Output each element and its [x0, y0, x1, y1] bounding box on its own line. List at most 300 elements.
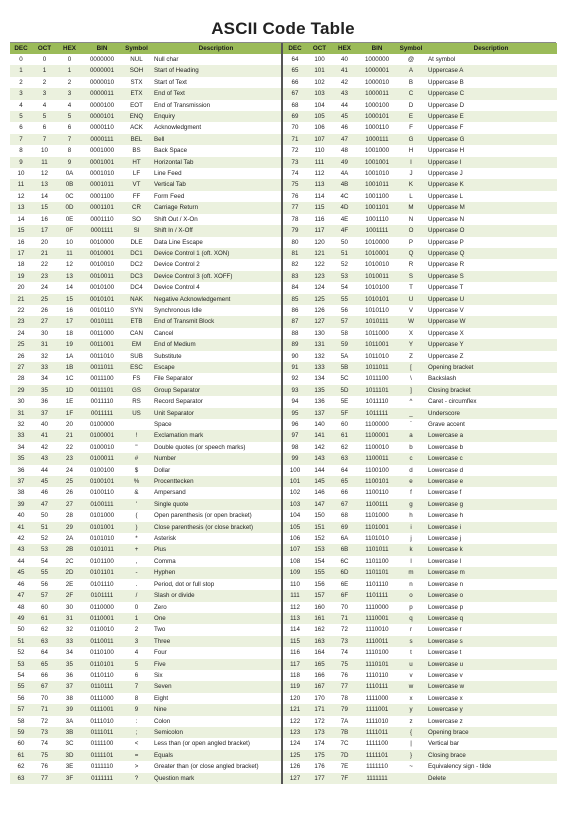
cell-dec: 13 — [10, 202, 32, 213]
cell-description: Form Feed — [151, 191, 282, 202]
cell-hex: 58 — [332, 328, 357, 339]
table-row — [10, 408, 282, 419]
cell-bin: 1010000 — [357, 237, 397, 248]
table-row — [10, 681, 282, 692]
cell-hex: 68 — [332, 510, 357, 521]
cell-description: Uppercase G — [425, 134, 557, 145]
cell-oct: 124 — [307, 282, 332, 293]
cell-oct: 111 — [307, 157, 332, 168]
cell-description: Device Control 4 — [151, 282, 282, 293]
table-row — [10, 237, 282, 248]
cell-description: Hyphen — [151, 567, 282, 578]
cell-oct: 172 — [307, 716, 332, 727]
cell-description: Lowercase v — [425, 670, 557, 681]
cell-dec: 76 — [283, 191, 307, 202]
cell-description: Start of Heading — [151, 65, 282, 76]
cell-bin: 1111010 — [357, 716, 397, 727]
cell-bin: 0111101 — [82, 750, 122, 761]
cell-bin: 0100110 — [82, 487, 122, 498]
cell-oct: 51 — [32, 522, 57, 533]
cell-symbol: W — [397, 316, 425, 327]
cell-oct: 26 — [32, 305, 57, 316]
cell-description: Uppercase V — [425, 305, 557, 316]
cell-hex: 77 — [332, 681, 357, 692]
cell-hex: 78 — [332, 693, 357, 704]
table-row — [283, 522, 557, 533]
cell-description: Lowercase p — [425, 602, 557, 613]
cell-dec: 35 — [10, 453, 32, 464]
cell-description: Shift Out / X-On — [151, 214, 282, 225]
cell-hex: 6A — [332, 533, 357, 544]
cell-dec: 108 — [283, 556, 307, 567]
cell-dec: 41 — [10, 522, 32, 533]
cell-hex: 26 — [57, 487, 82, 498]
cell-dec: 111 — [283, 590, 307, 601]
cell-dec: 67 — [283, 88, 307, 99]
cell-dec: 22 — [10, 305, 32, 316]
cell-bin: 1101101 — [357, 567, 397, 578]
cell-dec: 75 — [283, 179, 307, 190]
cell-oct: 143 — [307, 453, 332, 464]
cell-bin: 1111101 — [357, 750, 397, 761]
cell-description: Data Line Escape — [151, 237, 282, 248]
table-row — [10, 385, 282, 396]
table-row — [10, 351, 282, 362]
cell-bin: 1011101 — [357, 385, 397, 396]
cell-description: Zero — [151, 602, 282, 613]
cell-dec: 15 — [10, 225, 32, 236]
header-dec: DEC — [10, 43, 32, 54]
cell-symbol: u — [397, 659, 425, 670]
cell-oct: 67 — [32, 681, 57, 692]
cell-bin: 0010111 — [82, 316, 122, 327]
cell-oct: 7 — [32, 134, 57, 145]
cell-oct: 63 — [32, 636, 57, 647]
cell-dec: 114 — [283, 624, 307, 635]
table-row — [10, 145, 282, 156]
cell-dec: 118 — [283, 670, 307, 681]
cell-dec: 57 — [10, 704, 32, 715]
cell-dec: 21 — [10, 294, 32, 305]
cell-hex: 0A — [57, 168, 82, 179]
cell-symbol: m — [397, 567, 425, 578]
cell-hex: 10 — [57, 237, 82, 248]
cell-oct: 173 — [307, 727, 332, 738]
cell-hex: 2B — [57, 544, 82, 555]
cell-hex: 3D — [57, 750, 82, 761]
table-row — [10, 556, 282, 567]
cell-oct: 1 — [32, 65, 57, 76]
cell-symbol: | — [397, 738, 425, 749]
cell-dec: 115 — [283, 636, 307, 647]
cell-symbol: NAK — [122, 294, 151, 305]
cell-symbol: p — [397, 602, 425, 613]
table-row — [10, 476, 282, 487]
cell-description: Line Feed — [151, 168, 282, 179]
cell-dec: 73 — [283, 157, 307, 168]
cell-bin: 0110101 — [82, 659, 122, 670]
cell-dec: 90 — [283, 351, 307, 362]
cell-hex: 32 — [57, 624, 82, 635]
cell-hex: 5E — [332, 396, 357, 407]
cell-hex: 4D — [332, 202, 357, 213]
table-row — [10, 54, 282, 65]
cell-oct: 41 — [32, 430, 57, 441]
cell-symbol: : — [122, 716, 151, 727]
table-row — [283, 202, 557, 213]
cell-symbol: U — [397, 294, 425, 305]
cell-oct: 76 — [32, 761, 57, 772]
cell-hex: 4C — [332, 191, 357, 202]
cell-symbol: . — [122, 579, 151, 590]
cell-hex: 29 — [57, 522, 82, 533]
cell-dec: 80 — [283, 237, 307, 248]
cell-dec: 2 — [10, 77, 32, 88]
cell-oct: 2 — [32, 77, 57, 88]
cell-hex: 5 — [57, 111, 82, 122]
cell-oct: 146 — [307, 487, 332, 498]
cell-bin: 1111001 — [357, 704, 397, 715]
cell-bin: 0100100 — [82, 465, 122, 476]
cell-bin: 0100000 — [82, 419, 122, 430]
cell-symbol: RS — [122, 396, 151, 407]
cell-symbol: / — [122, 590, 151, 601]
cell-symbol: J — [397, 168, 425, 179]
cell-hex: 3C — [57, 738, 82, 749]
cell-hex: 7F — [332, 773, 357, 784]
cell-hex: 16 — [57, 305, 82, 316]
cell-bin: 1011000 — [357, 328, 397, 339]
cell-description: Closing bracket — [425, 385, 557, 396]
table-row — [283, 533, 557, 544]
table-row — [10, 636, 282, 647]
cell-hex: 25 — [57, 476, 82, 487]
cell-oct: 105 — [307, 111, 332, 122]
cell-dec: 3 — [10, 88, 32, 99]
header-bin: BIN — [82, 43, 122, 54]
cell-dec: 92 — [283, 373, 307, 384]
table-row — [10, 214, 282, 225]
cell-oct: 110 — [307, 145, 332, 156]
cell-symbol: 6 — [122, 670, 151, 681]
cell-hex: 44 — [332, 100, 357, 111]
cell-bin: 0010110 — [82, 305, 122, 316]
cell-description: File Separator — [151, 373, 282, 384]
cell-symbol: BEL — [122, 134, 151, 145]
cell-bin: 1010011 — [357, 271, 397, 282]
cell-description: Shift In / X-Off — [151, 225, 282, 236]
cell-dec: 124 — [283, 738, 307, 749]
cell-description: Null char — [151, 54, 282, 65]
cell-hex: 65 — [332, 476, 357, 487]
cell-hex: 54 — [332, 282, 357, 293]
cell-description: End of Medium — [151, 339, 282, 350]
cell-hex: 33 — [57, 636, 82, 647]
right-table-body — [283, 54, 557, 784]
cell-dec: 60 — [10, 738, 32, 749]
cell-description: Group Separator — [151, 385, 282, 396]
cell-description: Uppercase Z — [425, 351, 557, 362]
cell-bin: 1100010 — [357, 442, 397, 453]
cell-symbol: y — [397, 704, 425, 715]
cell-description: Caret - circumflex — [425, 396, 557, 407]
cell-symbol: EOT — [122, 100, 151, 111]
cell-oct: 73 — [32, 727, 57, 738]
table-row — [283, 373, 557, 384]
cell-bin: 0010101 — [82, 294, 122, 305]
cell-oct: 33 — [32, 362, 57, 373]
cell-bin: 0000000 — [82, 54, 122, 65]
table-row — [283, 271, 557, 282]
table-row — [283, 316, 557, 327]
table-row — [283, 339, 557, 350]
cell-description: Unit Separator — [151, 408, 282, 419]
cell-bin: 0111100 — [82, 738, 122, 749]
cell-bin: 1100101 — [357, 476, 397, 487]
cell-oct: 115 — [307, 202, 332, 213]
cell-bin: 1100000 — [357, 419, 397, 430]
cell-bin: 0011010 — [82, 351, 122, 362]
cell-symbol: % — [122, 476, 151, 487]
table-row — [283, 282, 557, 293]
cell-bin: 0010001 — [82, 248, 122, 259]
cell-oct: 130 — [307, 328, 332, 339]
cell-description: Equivalency sign - tilde — [425, 761, 557, 772]
cell-oct: 25 — [32, 294, 57, 305]
cell-symbol: VT — [122, 179, 151, 190]
cell-dec: 66 — [283, 77, 307, 88]
cell-hex: 0C — [57, 191, 82, 202]
cell-oct: 121 — [307, 248, 332, 259]
cell-description: Uppercase O — [425, 225, 557, 236]
table-row — [283, 476, 557, 487]
cell-oct: 116 — [307, 214, 332, 225]
cell-symbol: n — [397, 579, 425, 590]
cell-dec: 33 — [10, 430, 32, 441]
table-row — [10, 362, 282, 373]
cell-oct: 164 — [307, 647, 332, 658]
cell-hex: 22 — [57, 442, 82, 453]
cell-oct: 152 — [307, 533, 332, 544]
cell-bin: 1110001 — [357, 613, 397, 624]
cell-dec: 53 — [10, 659, 32, 670]
cell-symbol: ~ — [397, 761, 425, 772]
cell-hex: 0B — [57, 179, 82, 190]
cell-oct: 55 — [32, 567, 57, 578]
cell-bin: 0110111 — [82, 681, 122, 692]
cell-oct: 142 — [307, 442, 332, 453]
cell-oct: 62 — [32, 624, 57, 635]
cell-bin: 0110110 — [82, 670, 122, 681]
cell-bin: 1100001 — [357, 430, 397, 441]
cell-hex: 30 — [57, 602, 82, 613]
cell-dec: 24 — [10, 328, 32, 339]
cell-bin: 0001100 — [82, 191, 122, 202]
cell-bin: 1000101 — [357, 111, 397, 122]
cell-symbol: L — [397, 191, 425, 202]
cell-oct: 43 — [32, 453, 57, 464]
cell-oct: 140 — [307, 419, 332, 430]
cell-oct: 100 — [307, 54, 332, 65]
cell-dec: 98 — [283, 442, 307, 453]
cell-description: Lowercase f — [425, 487, 557, 498]
cell-hex: 79 — [332, 704, 357, 715]
cell-oct: 3 — [32, 88, 57, 99]
cell-symbol: ( — [122, 510, 151, 521]
table-row — [283, 145, 557, 156]
header-hex: HEX — [57, 43, 82, 54]
header-symbol: Symbol — [122, 43, 151, 54]
cell-bin: 0011100 — [82, 373, 122, 384]
cell-oct: 113 — [307, 179, 332, 190]
cell-description: Opening bracket — [425, 362, 557, 373]
cell-description: Lowercase h — [425, 510, 557, 521]
cell-description: Uppercase J — [425, 168, 557, 179]
cell-symbol: x — [397, 693, 425, 704]
cell-hex: 7A — [332, 716, 357, 727]
table-row — [283, 54, 557, 65]
cell-hex: 1D — [57, 385, 82, 396]
cell-description: Lowercase n — [425, 579, 557, 590]
cell-hex: 2A — [57, 533, 82, 544]
cell-symbol: z — [397, 716, 425, 727]
cell-description: Record Separator — [151, 396, 282, 407]
cell-dec: 93 — [283, 385, 307, 396]
cell-description: Uppercase I — [425, 157, 557, 168]
table-row — [283, 305, 557, 316]
cell-dec: 50 — [10, 624, 32, 635]
cell-symbol: V — [397, 305, 425, 316]
cell-oct: 144 — [307, 465, 332, 476]
cell-dec: 104 — [283, 510, 307, 521]
table-row — [283, 602, 557, 613]
cell-bin: 0010000 — [82, 237, 122, 248]
cell-symbol: DC1 — [122, 248, 151, 259]
cell-bin: 0101010 — [82, 533, 122, 544]
cell-symbol: " — [122, 442, 151, 453]
cell-hex: 59 — [332, 339, 357, 350]
cell-hex: 7B — [332, 727, 357, 738]
cell-hex: 4 — [57, 100, 82, 111]
cell-dec: 99 — [283, 453, 307, 464]
cell-bin: 1001110 — [357, 214, 397, 225]
cell-oct: 123 — [307, 271, 332, 282]
table-row — [283, 237, 557, 248]
cell-bin: 0011000 — [82, 328, 122, 339]
cell-oct: 101 — [307, 65, 332, 76]
cell-oct: 147 — [307, 499, 332, 510]
cell-oct: 154 — [307, 556, 332, 567]
cell-bin: 1100011 — [357, 453, 397, 464]
cell-description: Dollar — [151, 465, 282, 476]
cell-dec: 77 — [283, 202, 307, 213]
cell-description: Lowercase i — [425, 522, 557, 533]
cell-symbol: \ — [397, 373, 425, 384]
cell-description: Uppercase H — [425, 145, 557, 156]
table-row — [283, 442, 557, 453]
header-dec: DEC — [283, 43, 307, 54]
cell-dec: 94 — [283, 396, 307, 407]
cell-bin: 1011011 — [357, 362, 397, 373]
cell-dec: 113 — [283, 613, 307, 624]
table-row — [10, 248, 282, 259]
cell-bin: 0110000 — [82, 602, 122, 613]
cell-description: Plus — [151, 544, 282, 555]
cell-symbol: a — [397, 430, 425, 441]
cell-bin: 0000101 — [82, 111, 122, 122]
cell-oct: 74 — [32, 738, 57, 749]
cell-dec: 17 — [10, 248, 32, 259]
cell-hex: 38 — [57, 693, 82, 704]
cell-bin: 1111111 — [357, 773, 397, 784]
cell-symbol: SYN — [122, 305, 151, 316]
cell-bin: 1100111 — [357, 499, 397, 510]
cell-hex: 46 — [332, 122, 357, 133]
cell-bin: 0010010 — [82, 259, 122, 270]
cell-oct: 0 — [32, 54, 57, 65]
cell-description: Uppercase F — [425, 122, 557, 133]
header-description: Description — [425, 43, 557, 54]
cell-dec: 12 — [10, 191, 32, 202]
cell-symbol: FS — [122, 373, 151, 384]
cell-dec: 68 — [283, 100, 307, 111]
cell-hex: 13 — [57, 271, 82, 282]
cell-symbol: j — [397, 533, 425, 544]
cell-dec: 51 — [10, 636, 32, 647]
cell-hex: 48 — [332, 145, 357, 156]
cell-hex: 4F — [332, 225, 357, 236]
cell-hex: 18 — [57, 328, 82, 339]
header-row — [283, 43, 557, 54]
cell-symbol: M — [397, 202, 425, 213]
cell-hex: 73 — [332, 636, 357, 647]
cell-description: End of Transmission — [151, 100, 282, 111]
cell-bin: 1001001 — [357, 157, 397, 168]
table-row — [10, 202, 282, 213]
cell-oct: 32 — [32, 351, 57, 362]
cell-symbol: # — [122, 453, 151, 464]
cell-hex: 23 — [57, 453, 82, 464]
cell-oct: 31 — [32, 339, 57, 350]
cell-dec: 112 — [283, 602, 307, 613]
table-row — [10, 294, 282, 305]
cell-oct: 162 — [307, 624, 332, 635]
cell-symbol: 8 — [122, 693, 151, 704]
cell-hex: 14 — [57, 282, 82, 293]
cell-symbol: - — [122, 567, 151, 578]
cell-hex: 5C — [332, 373, 357, 384]
cell-symbol: X — [397, 328, 425, 339]
table-row — [10, 134, 282, 145]
header-oct: OCT — [32, 43, 57, 54]
cell-dec: 23 — [10, 316, 32, 327]
table-row — [283, 487, 557, 498]
cell-hex: 45 — [332, 111, 357, 122]
cell-oct: 57 — [32, 590, 57, 601]
cell-description: Colon — [151, 716, 282, 727]
cell-description: Uppercase U — [425, 294, 557, 305]
cell-hex: 52 — [332, 259, 357, 270]
table-row — [283, 567, 557, 578]
cell-dec: 44 — [10, 556, 32, 567]
cell-symbol: I — [397, 157, 425, 168]
cell-oct: 131 — [307, 339, 332, 350]
cell-bin: 0011001 — [82, 339, 122, 350]
header-hex: HEX — [332, 43, 357, 54]
cell-hex: 71 — [332, 613, 357, 624]
cell-hex: 70 — [332, 602, 357, 613]
cell-description: Uppercase W — [425, 316, 557, 327]
